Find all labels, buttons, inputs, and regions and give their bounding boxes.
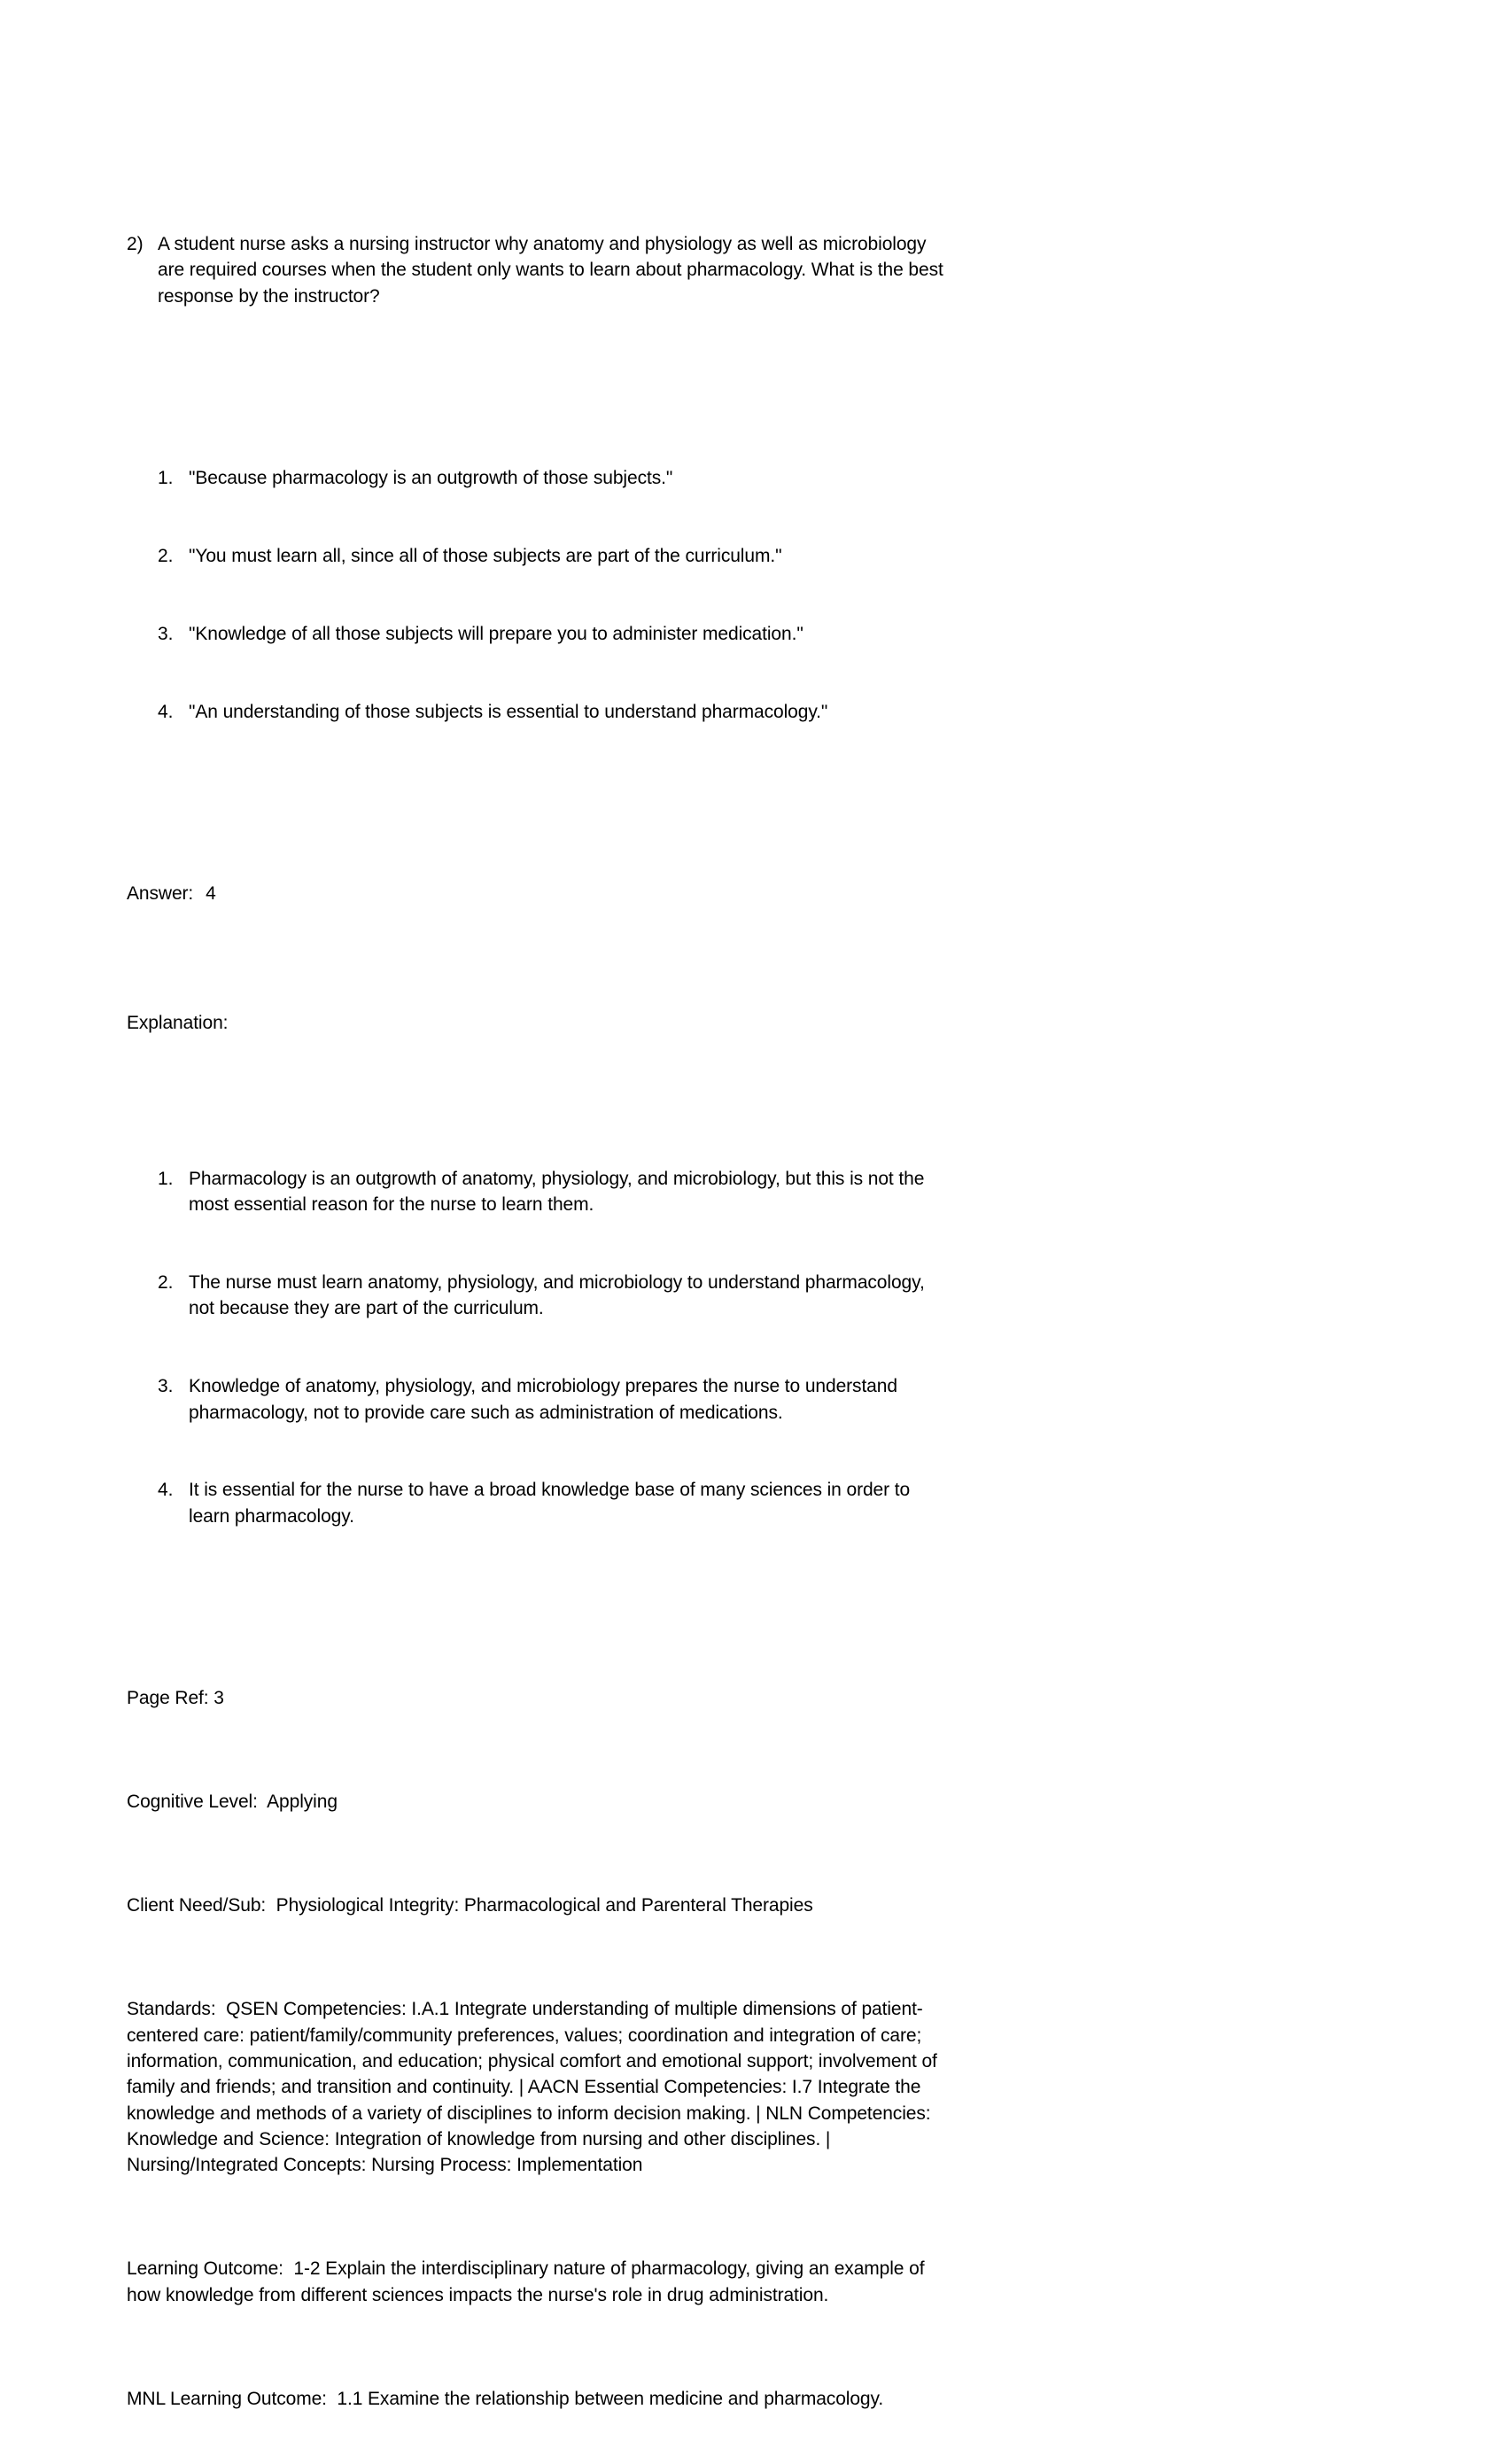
- mnl-learning-outcome-label: MNL Learning Outcome:: [127, 2388, 327, 2409]
- option-number: 3.: [158, 623, 174, 644]
- answer-label: Answer:: [127, 882, 194, 904]
- option-text: "Because pharmacology is an outgrowth of those subjects.": [189, 467, 673, 488]
- explanation-item-number: 1.: [158, 1168, 174, 1189]
- option-number: 2.: [158, 545, 174, 566]
- explanation-item-number: 3.: [158, 1376, 174, 1397]
- page-ref-line: [127, 1685, 955, 1711]
- standards-value: QSEN Competencies: I.A.1 Integrate understanding of multiple dimensions of patient-centered care: patient/family/community preferences, values; coordination and integration of care; information, communication, and education; physical comfort and emotional support; involvement of family and friends; and transition and continuity. | AACN Essential Competencies: I.7 Integrate the knowledge and methods of a variety of disciplines to inform decision making. | NLN Competencies: Knowledge and Science: Integration of knowledge from nursing and other disciplines. | Nursing/Integrated Concepts: Nursing Process: Implementation: [127, 1999, 943, 2176]
- page-ref-label: Page Ref:: [127, 1687, 209, 1708]
- client-need-line: [127, 1893, 955, 1918]
- cognitive-level-line: [127, 1789, 955, 1815]
- option-text: "An understanding of those subjects is essential to understand pharmacology.": [189, 701, 828, 722]
- explanation-item-4: [158, 1477, 955, 1529]
- option-text: "Knowledge of all those subjects will prepare you to administer medication.": [189, 623, 803, 644]
- option-item-4: [158, 699, 955, 725]
- option-item-1: [158, 465, 955, 491]
- option-item-2: [158, 543, 955, 569]
- explanation-item-2: [158, 1270, 955, 1322]
- answer-line: [127, 881, 955, 906]
- explanation-item-3: [158, 1373, 955, 1426]
- standards-paragraph: [127, 1996, 955, 2178]
- cognitive-level-label: Cognitive Level:: [127, 1792, 258, 1812]
- mnl-learning-outcome-paragraph: [127, 2386, 955, 2412]
- question-block: [127, 231, 955, 309]
- explanation-item-text: Knowledge of anatomy, physiology, and microbiology prepares the nurse to understand pharmacology, not to provide care such as administration of medications.: [189, 1376, 903, 1423]
- option-number: 1.: [158, 467, 174, 488]
- mnl-learning-outcome-value: 1.1 Examine the relationship between medicine and pharmacology.: [337, 2388, 884, 2409]
- explanation-item-text: The nurse must learn anatomy, physiology, and microbiology to understand pharmacology, not because they are part of the curriculum.: [189, 1272, 930, 1319]
- explanation-list: [158, 1114, 955, 1581]
- standards-label: Standards:: [127, 1999, 216, 2020]
- learning-outcome-paragraph: [127, 2256, 955, 2308]
- question-text: A student nurse asks a nursing instructor why anatomy and physiology as well as microbiology are required courses when the student only wants to learn about pharmacology. What is the best response by the instructor?: [158, 234, 949, 307]
- document-page: [127, 128, 955, 2464]
- client-need-label: Client Need/Sub:: [127, 1895, 267, 1916]
- page-ref-value: 3: [213, 1687, 224, 1708]
- explanation-item-number: 4.: [158, 1480, 174, 1501]
- cognitive-level-value: Applying: [267, 1792, 338, 1812]
- option-item-3: [158, 621, 955, 647]
- explanation-item-text: Pharmacology is an outgrowth of anatomy, physiology, and microbiology, but this is not the most essential reason for the nurse to learn them.: [189, 1168, 930, 1216]
- explanation-item-number: 2.: [158, 1272, 174, 1294]
- option-number: 4.: [158, 701, 174, 722]
- options-list: [158, 413, 955, 776]
- learning-outcome-value: 1-2 Explain the interdisciplinary nature of pharmacology, giving an example of how knowledge from different sciences impacts the nurse's role in drug administration.: [127, 2258, 930, 2305]
- option-text: "You must learn all, since all of those subjects are part of the curriculum.": [189, 545, 782, 566]
- client-need-value: Physiological Integrity: Pharmacological and Parenteral Therapies: [276, 1895, 813, 1916]
- answer-value: 4: [206, 882, 216, 904]
- explanation-item-1: [158, 1166, 955, 1218]
- explanation-item-text: It is essential for the nurse to have a broad knowledge base of many sciences in order to learn pharmacology.: [189, 1480, 915, 1527]
- learning-outcome-label: Learning Outcome:: [127, 2258, 283, 2280]
- question-number: 2): [127, 234, 144, 255]
- explanation-label: Explanation:: [127, 1013, 229, 1034]
